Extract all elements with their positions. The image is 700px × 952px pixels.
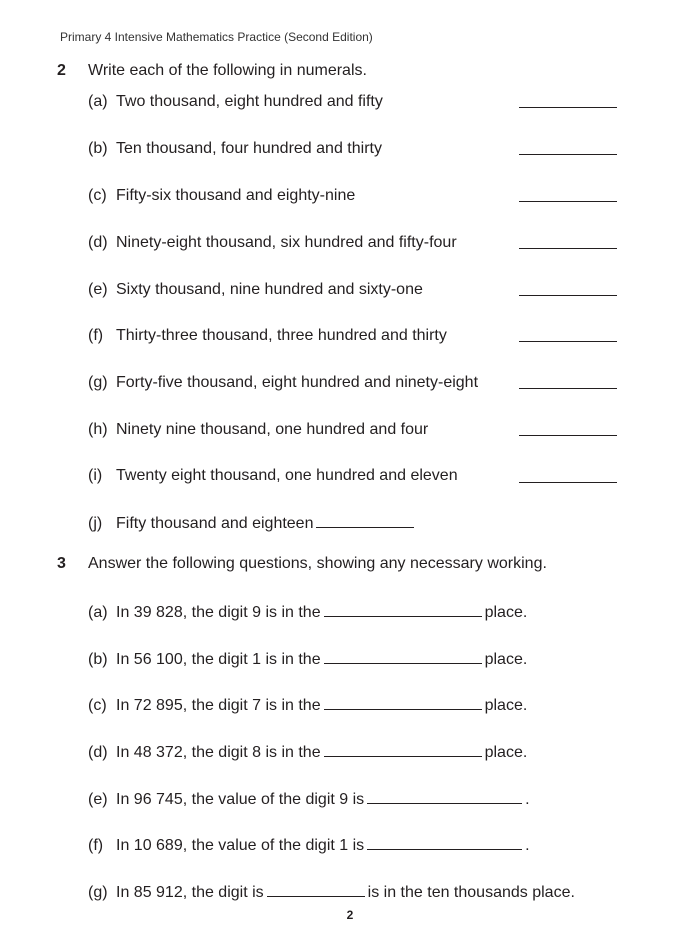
answer-blank-3c[interactable] (324, 695, 482, 710)
item-label: (c) (88, 187, 107, 204)
q3-item-f (88, 835, 530, 856)
item-text: Ten thousand, four hundred and thirty (116, 140, 382, 157)
item-text-after: place. (484, 697, 528, 714)
q2-item-j (88, 513, 417, 534)
q2-item-e (88, 280, 423, 300)
item-label: (d) (88, 744, 108, 761)
item-label: (c) (88, 697, 107, 714)
item-text-after: . (525, 791, 530, 808)
answer-line-d[interactable] (519, 247, 617, 249)
item-label: (j) (88, 515, 103, 532)
answer-line-g[interactable] (519, 387, 617, 389)
item-text-after: place. (484, 744, 528, 761)
item-text: In 39 828, the digit 9 is in the (116, 604, 321, 621)
q2-item-g (88, 373, 478, 393)
answer-blank-3d[interactable] (324, 742, 482, 757)
answer-line-c[interactable] (519, 200, 617, 202)
item-label: (b) (88, 140, 108, 157)
item-text-after: . (525, 837, 530, 854)
item-text: Sixty thousand, nine hundred and sixty-one (116, 281, 423, 298)
q3-item-b (88, 649, 527, 670)
item-label: (a) (88, 93, 108, 110)
item-text: Twenty eight thousand, one hundred and eleven (116, 467, 458, 484)
item-text: Forty-five thousand, eight hundred and ninety-eight (116, 374, 479, 391)
answer-blank-3b[interactable] (324, 649, 482, 664)
q2-item-i (88, 466, 458, 486)
q3-item-d (88, 742, 527, 763)
item-label: (h) (88, 421, 108, 438)
item-text: Ninety nine thousand, one hundred and four (116, 421, 429, 438)
item-label: (e) (88, 281, 108, 298)
q2-item-c (88, 186, 355, 206)
answer-blank-3g[interactable] (267, 882, 365, 897)
q3-item-g (88, 882, 575, 903)
q2-item-h (88, 420, 428, 440)
item-text: In 96 745, the value of the digit 9 is (116, 791, 365, 808)
q2-item-f (88, 326, 447, 346)
item-text: In 72 895, the digit 7 is in the (116, 697, 321, 714)
answer-blank-j[interactable] (316, 513, 414, 528)
item-text: In 85 912, the digit is (116, 884, 264, 901)
item-label: (g) (88, 374, 108, 391)
page-number: 2 (346, 908, 354, 922)
q2-item-a (88, 92, 383, 112)
answer-line-i[interactable] (519, 481, 617, 483)
answer-line-b[interactable] (519, 153, 617, 155)
item-text: Ninety-eight thousand, six hundred and fifty-four (116, 234, 457, 251)
answer-blank-3f[interactable] (367, 835, 522, 850)
answer-line-f[interactable] (519, 340, 617, 342)
item-label: (b) (88, 651, 108, 668)
item-label: (f) (88, 327, 104, 344)
item-label: (i) (88, 467, 103, 484)
question-2-number: 2 (57, 62, 66, 79)
item-label: (a) (88, 604, 108, 621)
item-text: Fifty thousand and eighteen (116, 515, 314, 532)
item-text: Fifty-six thousand and eighty-nine (116, 187, 356, 204)
item-label: (d) (88, 234, 108, 251)
item-label: (g) (88, 884, 108, 901)
question-2-instruction: Write each of the following in numerals. (88, 62, 367, 79)
answer-line-h[interactable] (519, 434, 617, 436)
page-header: Primary 4 Intensive Mathematics Practice (Second Edition) (60, 30, 373, 44)
q3-item-a (88, 602, 527, 623)
item-text-after: is in the ten thousands place. (367, 884, 575, 901)
q3-item-c (88, 695, 527, 716)
q3-item-e (88, 789, 530, 810)
answer-blank-3e[interactable] (367, 789, 522, 804)
item-text: Two thousand, eight hundred and fifty (116, 93, 383, 110)
answer-line-e[interactable] (519, 294, 617, 296)
question-3-number: 3 (57, 555, 66, 572)
item-label: (e) (88, 791, 108, 808)
q2-item-b (88, 139, 382, 159)
item-text-after: place. (484, 604, 528, 621)
item-text: In 10 689, the value of the digit 1 is (116, 837, 365, 854)
answer-line-a[interactable] (519, 106, 617, 108)
item-text: In 56 100, the digit 1 is in the (116, 651, 321, 668)
question-3-instruction: Answer the following questions, showing any necessary working. (88, 555, 547, 572)
q2-item-d (88, 233, 457, 253)
item-text-after: place. (484, 651, 528, 668)
item-text: Thirty-three thousand, three hundred and thirty (116, 327, 447, 344)
item-text: In 48 372, the digit 8 is in the (116, 744, 321, 761)
item-label: (f) (88, 837, 104, 854)
answer-blank-3a[interactable] (324, 602, 482, 617)
